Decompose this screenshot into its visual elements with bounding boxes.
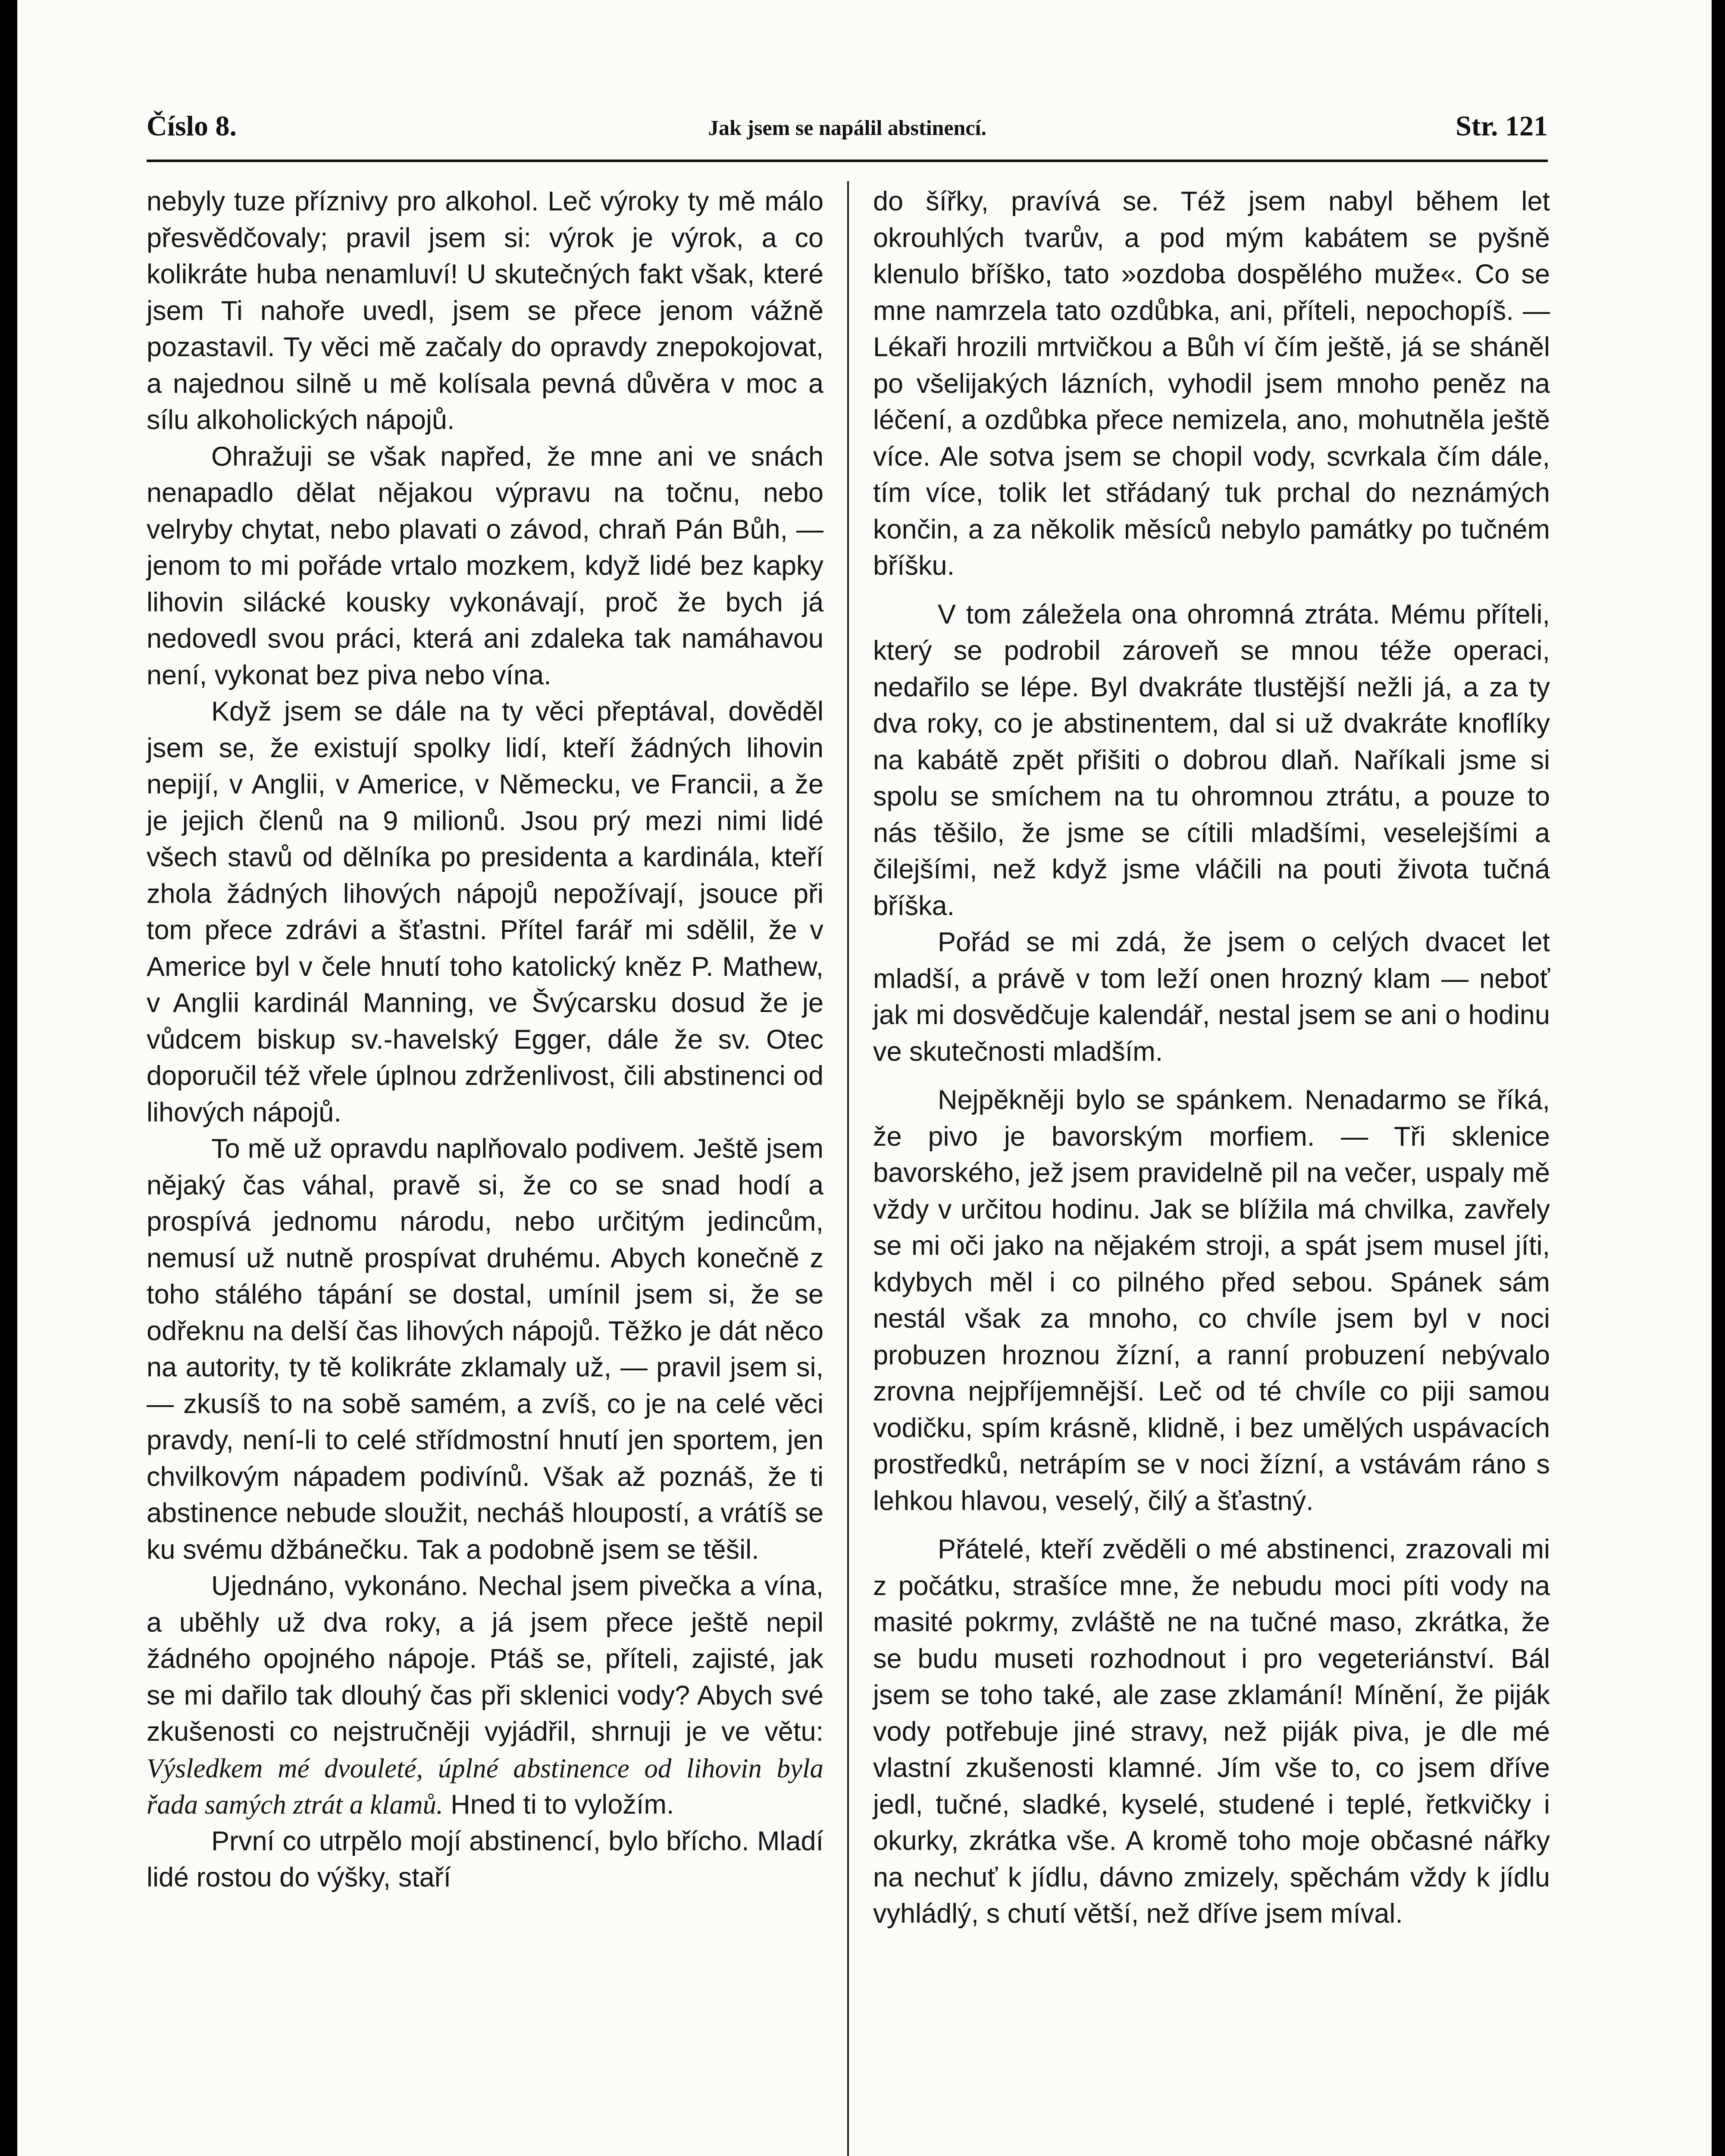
column-divider bbox=[847, 181, 849, 2156]
paragraph-text: Ujednáno, vykonáno. Nechal jsem pivečka a vína, a uběhly už dva roky, a já jsem přece ještě nepil žádného opojného nápoje. Ptáš se, příteli, zajisté, jak se mi dařilo tak dlouhý čas při sklenici vody? Abych své zkušenosti co nejstručněji vyjádřil, shrnuji je ve větu: bbox=[147, 1571, 823, 1747]
right-column bbox=[873, 183, 1550, 1932]
paragraph: To mě už opravdu naplňovalo podivem. Ještě jsem nějaký čas váhal, pravě si, že co se snad hodí a prospívá jednomu národu, nebo určitým jedincům, nemusí už nutně prospívat druhému. Abych konečně z toho stálého tápání se dostal, umínil jsem si, že se odřeknu na delší čas lihových nápojů. Těžko je dát něco na autority, ty tě kolikráte zklamaly už, — pravil jsem si, — zkusíš to na sobě samém, a zvíš, co je na celé věci pravdy, není-li to celé střídmostní hnutí jen sportem, jen chvilkovým nápadem podivínů. Však až poznáš, že ti abstinence nebude sloužit, necháš hloupostí, a vrátíš se ku svému džbánečku. Tak a podobně jsem se těšil. bbox=[147, 1134, 823, 1565]
page-sheet bbox=[17, 0, 1712, 2156]
article-title: Jak jsem se napálil abstinencí. bbox=[708, 116, 986, 140]
left-column bbox=[147, 183, 823, 1896]
running-header bbox=[147, 110, 1548, 149]
paragraph: Nejpěkněji bylo se spánkem. Nenadarmo se říká, že pivo je bavorským morfiem. — Tři sklenice bavorského, jež jsem pravidelně pil na večer, uspaly mě vždy v určitou hodinu. Jak se blížila má chvilka, zavřely se mi oči jako na nějakém stroji, a spát jsem musel jíti, kdybych měl i co pilného před sebou. Spánek sám nestál však za mnoho, co chvíle jsem byl v noci probuzen hroznou žízní, a ranní probuzení nebývalo zrovna nejpříjemnější. Leč od té chvíle co piji samou vodičku, spím krásně, klidně, i bez umělých uspávacích prostředků, netrápím se v noci žízní, a vstávám ráno s lehkou hlavou, veselý, čilý a šťastný. bbox=[873, 1085, 1550, 1516]
paragraph: do šířky, pravívá se. Též jsem nabyl během let okrouhlých tvarův, a pod mým kabátem se pyšně klenulo bříško, tato »ozdoba dospělého muže«. Co se mne namrzela tato ozdůbka, ani, příteli, nepochopíš. — Lékaři hrozili mrtvičkou a Bůh ví čím ještě, já se sháněl po všelijakých lázních, vyhodil jsem mnoho peněz na léčení, a ozdůbka přece nemizela, ano, mohutněla ještě více. Ale sotva jsem se chopil vody, scvrkala čím dále, tím více, tolik let střádaný tuk prchal do neznámých končin, a za několik měsíců nebylo památky po tučném bříšku. bbox=[873, 186, 1550, 581]
paragraph: Pořád se mi zdá, že jsem o celých dvacet let mladší, a právě v tom leží onen hrozný klam — neboť jak mi dosvědčuje kalendář, nestal jsem se ani o hodinu ve skutečnosti mladším. bbox=[873, 927, 1550, 1067]
italic-thesis: Výsledkem mé dvouleté, úplné abstinence od lihovin byla řada samých ztrát a klamů. bbox=[147, 1753, 823, 1820]
paragraph: Ohražuji se však napřed, že mne ani ve snách nenapadlo dělat nějakou výpravu na točnu, nebo velryby chytat, nebo plavati o závod, chraň Pán Bůh, — jenom to mi pořáde vrtalo mozkem, když lidé bez kapky lihovin silácké kousky vykonávají, proč že bych já nedovedl svou práci, která ani zdaleka tak namáhavou není, vykonat bez piva nebo vína. bbox=[147, 441, 823, 690]
header-rule bbox=[147, 160, 1548, 162]
page-number: Str. 121 bbox=[1456, 110, 1548, 142]
paragraph: nebyly tuze příznivy pro alkohol. Leč výroky ty mě málo přesvědčovaly; pravil jsem si: výrok je výrok, a co kolikráte huba nenamluví! U skutečných fakt však, které jsem Ti nahoře uvedl, jsem se přece jenom vážně pozastavil. Ty věci mě začaly do opravdy znepokojovat, a najednou silně u mě kolísala pevná důvěra v moc a sílu alkoholických nápojů. bbox=[147, 186, 823, 435]
paragraph: V tom záležela ona ohromná ztráta. Mému příteli, který se podrobil zároveň se mnou téže operaci, nedařilo se lépe. Byl dvakráte tlustější nežli já, a za ty dva roky, co je abstinentem, dal si už dvakráte knoflíky na kabátě zpět přišiti o dobrou dlaň. Naříkali jsme si spolu se smíchem na tu ohromnou ztrátu, a pouze to nás těšilo, že jsme se cítili mladšími, veselejšími a čilejšími, než když jsme vláčili na pouti života tučná bříška. bbox=[873, 599, 1550, 921]
paragraph: První co utrpělo mojí abstinencí, bylo břícho. Mladí lidé rostou do výšky, staří bbox=[147, 1826, 823, 1893]
paragraph: Když jsem se dále na ty věci přeptával, dověděl jsem se, že existují spolky lidí, kteří žádných lihovin nepijí, v Anglii, v Americe, v Německu, ve Francii, a že je jejich členů na 9 milionů. Jsou prý mezi nimi lidé všech stavů od dělníka po presidenta a kardinála, kteří zhola žádných lihových nápojů nepožívají, jsouce při tom přece zdrávi a šťastni. Přítel farář mi sdělil, že v Americe byl v čele hnutí toho katolický kněz P. Mathew, v Anglii kardinál Manning, ve Švýcarsku dosud že je vůdcem biskup sv.-havelský Egger, dále že sv. Otec doporučil též vřele úplnou zdrženlivost, čili abstinenci od lihových nápojů. bbox=[147, 696, 823, 1128]
paragraph-text: Hned ti to vyložím. bbox=[451, 1789, 674, 1820]
paragraph: Přátelé, kteří zvěděli o mé abstinenci, zrazovali mi z počátku, strašíce mne, že nebudu moci píti vody na masité pokrmy, zvláště ne na tučné maso, zkrátka, že se budu museti rozhodnout i pro vegeteriánství. Bál jsem se toho také, ale zase zklamání! Mínění, že piják vody potřebuje jiné stravy, než piják piva, je dle mé vlastní zkušenosti klamné. Jím vše to, co jsem dříve jedl, tučné, sladké, kyselé, studené i teplé, řetkvičky i okurky, zkrátka vše. A kromě toho moje občasné nářky na nechuť k jídlu, dávno zmizely, spěchám vždy k jídlu vyhládlý, s chutí větší, než dříve jsem míval. bbox=[873, 1534, 1550, 1929]
paragraph bbox=[147, 1568, 823, 1823]
issue-number: Číslo 8. bbox=[147, 110, 237, 142]
